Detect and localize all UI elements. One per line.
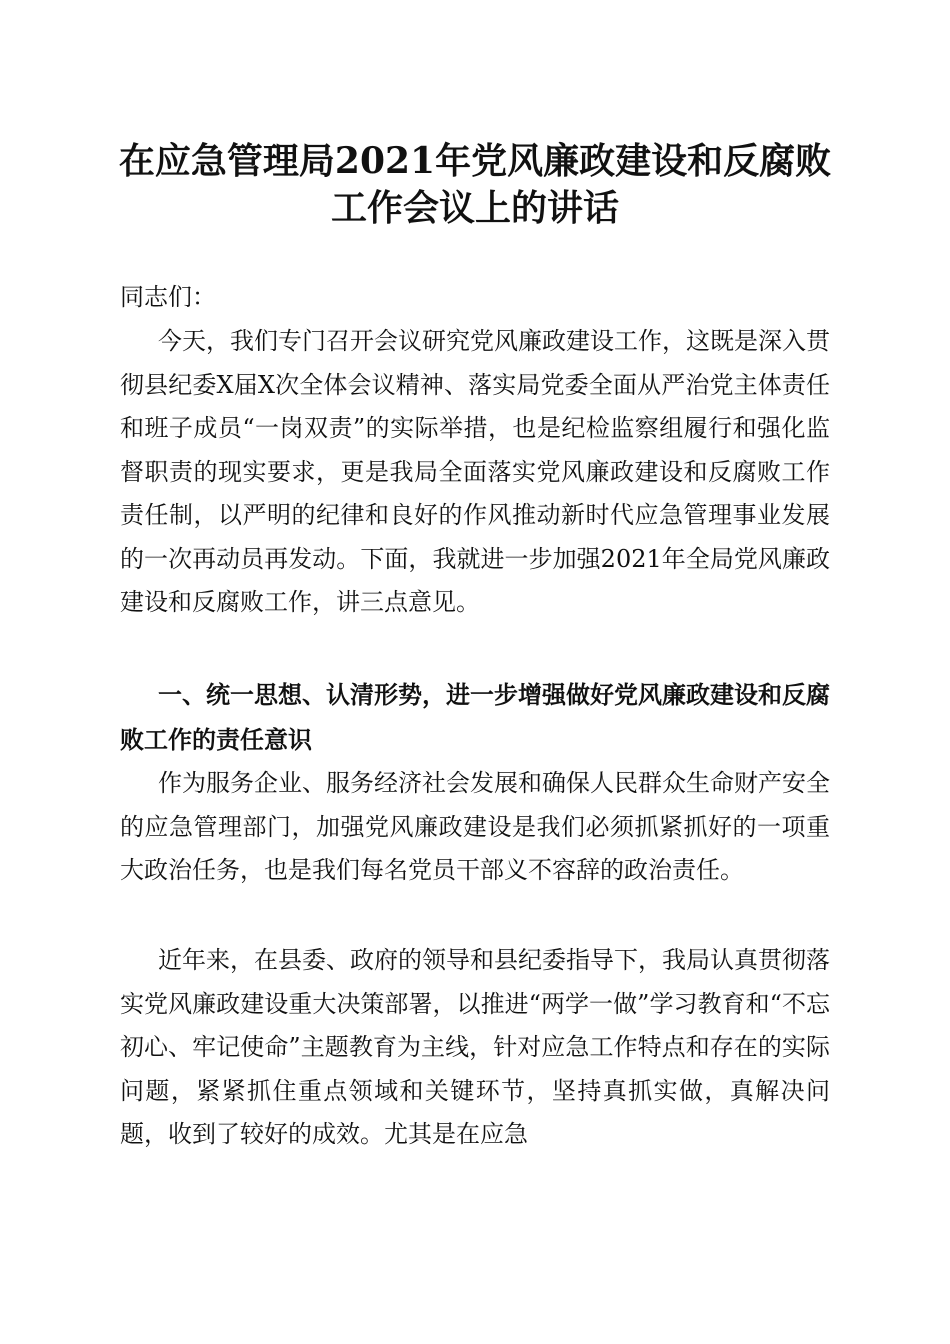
section-heading-1: 一、统一思想、认清形势，进一步增强做好党风廉政建设和反腐败工作的责任意识 xyxy=(120,681,830,754)
paragraph-section1-1: 作为服务企业、服务经济社会发展和确保人民群众生命财产安全的应急管理部门，加强党风廉政建设是我们必须抓紧抓好的一项重大政治任务，也是我们每名党员干部义不容辞的政治责任。 xyxy=(120,769,830,884)
document-title-line-2: 工作会议上的讲话 xyxy=(330,187,619,229)
paragraph-section1-2: 近年来，在县委、政府的领导和县纪委指导下，我局认真贯彻落实党风廉政建设重大决策部署，以推进“两学一做”学习教育和“不忘初心、牢记使命”主题教育为主线，针对应急工作特点和存在的实际问题，紧紧抓住重点领域和关键环节，坚持真抓实做，真解决问题，收到了较好的成效。尤其是在应急 xyxy=(120,946,830,1148)
greeting: 同志们： xyxy=(120,283,216,311)
document-title-line-1: 在应急管理局2021年党风廉政建设和反腐败 xyxy=(118,140,832,182)
paragraph-intro: 今天，我们专门召开会议研究党风廉政建设工作，这既是深入贯彻县纪委X届X次全体会议精神、落实局党委全面从严治党主体责任和班子成员“一岗双责”的实际举措，也是纪检监察组履行和强化监督职责的现实要求，更是我局全面落实党风廉政建设和反腐败工作责任制，以严明的纪律和良好的作风推动新时代应急管理事业发展的一次再动员再发动。下面，我就进一步加强2021年全局党风廉政建设和反腐败工作，讲三点意见。 xyxy=(120,327,830,616)
